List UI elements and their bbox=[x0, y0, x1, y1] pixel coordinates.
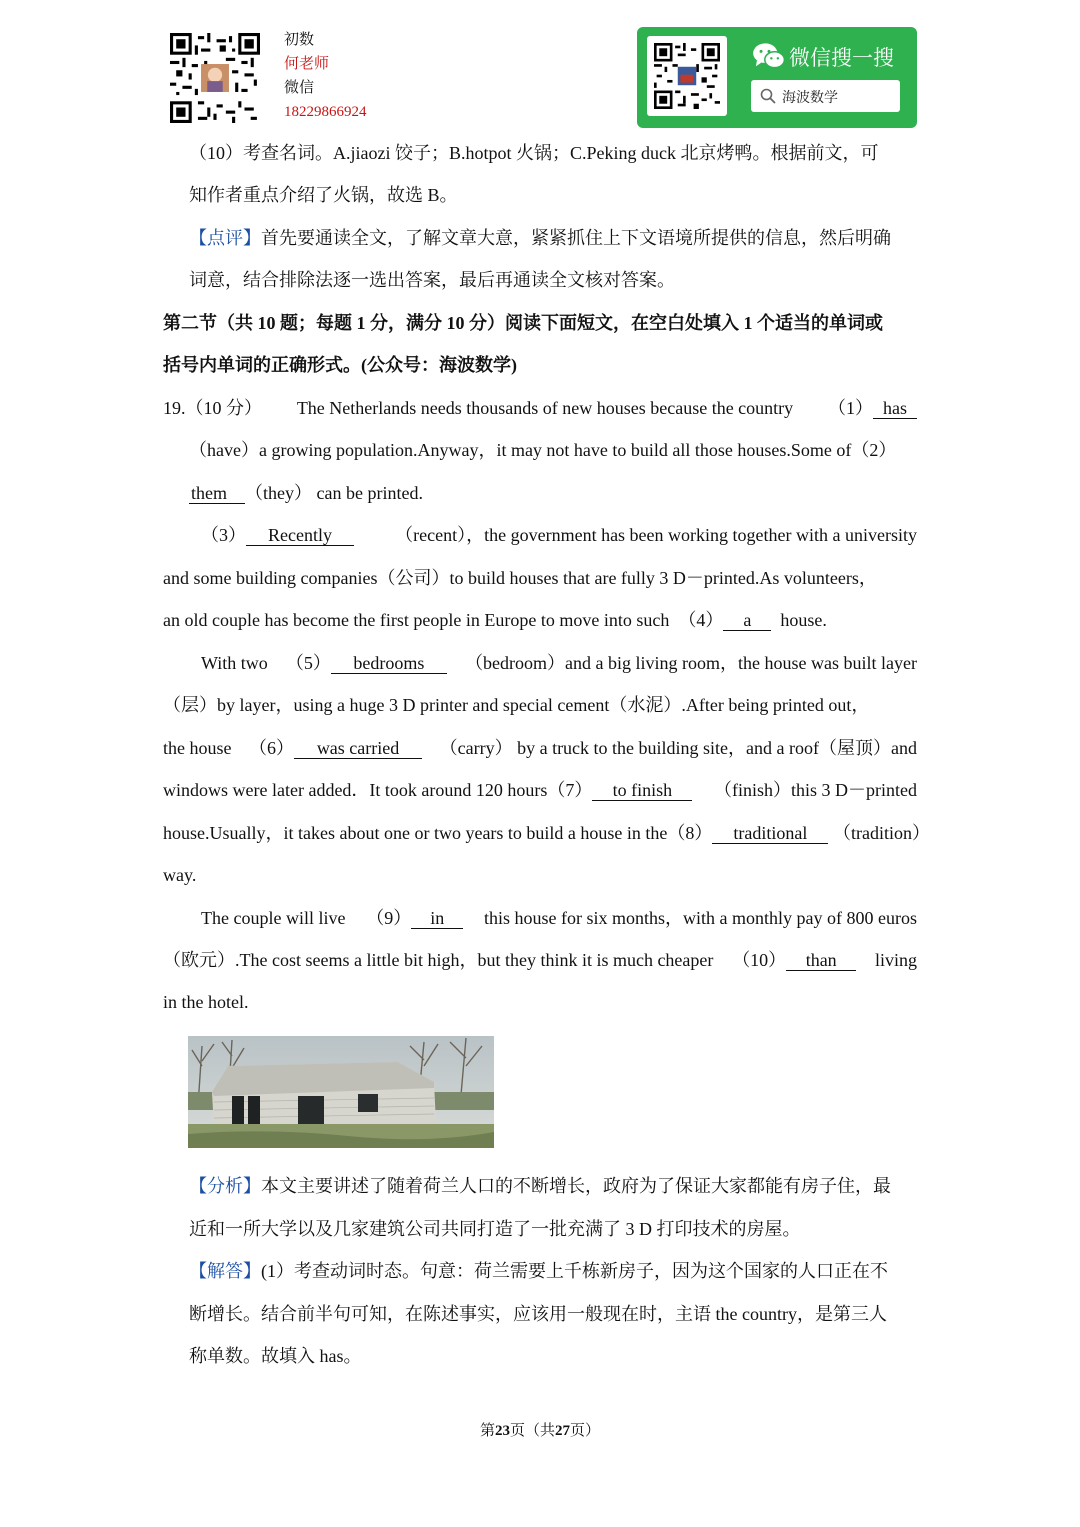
passage-text: （recent），the government has been working together with a university bbox=[395, 525, 917, 545]
total-page-number: 27 bbox=[555, 1423, 570, 1439]
passage-text: this house for six months，with a monthly pay of 800 euros bbox=[484, 908, 917, 928]
solution-line-1 bbox=[189, 1259, 888, 1283]
current-page-number: 23 bbox=[494, 1423, 510, 1439]
passage-line-7 bbox=[201, 651, 917, 675]
passage-line-11 bbox=[163, 821, 930, 845]
answer-blank-5: bedrooms bbox=[331, 653, 447, 674]
footer-prefix: 第 bbox=[479, 1423, 495, 1439]
solution-text-1: (1）考查动词时态。句意：荷兰需要上千栋新房子，因为这个国家的人口正在不 bbox=[261, 1261, 888, 1281]
footer-mid: 页（共 bbox=[509, 1423, 555, 1439]
solution-line-3: 称单数。故填入 has。 bbox=[189, 1346, 362, 1366]
passage-text: （carry） by a truck to the building site，and a roof（屋顶）and bbox=[439, 738, 917, 758]
passage-line-13 bbox=[201, 906, 917, 930]
comment-line-1 bbox=[189, 226, 891, 250]
wechat-search-text: 海波数学 bbox=[782, 90, 838, 106]
passage-line-14 bbox=[163, 948, 917, 972]
analysis-text-1: 本文主要讲述了随着荷兰人口的不断增长，政府为了保证大家都能有房子住，最 bbox=[261, 1176, 891, 1196]
passage-text: With two bbox=[201, 653, 268, 673]
passage-line-10 bbox=[163, 778, 917, 802]
section-instruction-2: 括号内单词的正确形式。(公众号：海波数学) bbox=[163, 355, 517, 375]
teacher-contact bbox=[284, 28, 367, 124]
wechat-search-box[interactable] bbox=[751, 80, 900, 112]
blank-number-3: （3） bbox=[201, 525, 246, 545]
passage-line-5 bbox=[163, 566, 917, 590]
wechat-search-card[interactable] bbox=[637, 27, 917, 128]
passage-text: house. bbox=[780, 610, 827, 630]
analysis-line-2: 近和一所大学以及几家建筑公司共同打造了一批充满了 3 D 打印技术的房屋。 bbox=[189, 1219, 801, 1239]
solution-line-2: 断增长。结合前半句可知，在陈述事实，应该用一般现在时，主语 the country，是第三人 bbox=[189, 1304, 887, 1324]
passage-line-3 bbox=[189, 481, 423, 505]
blank-number-10: （10） bbox=[732, 950, 787, 970]
passage-text: （bedroom）and a big living room，the house was built layer bbox=[465, 653, 917, 673]
blank-number-9: （9） bbox=[366, 908, 412, 928]
prev-answer-line-2: 知作者重点介绍了火锅，故选 B。 bbox=[189, 185, 458, 205]
passage-text: （层）by layer，using a huge 3 D printer and special cement（水泥）.After being printed out， bbox=[163, 695, 870, 715]
printed-house-photo bbox=[188, 1036, 494, 1148]
passage-line-15: in the hotel. bbox=[163, 992, 249, 1012]
answer-blank-1: has bbox=[873, 398, 917, 419]
answer-blank-9: in bbox=[411, 908, 463, 929]
comment-line-2: 词意，结合排除法逐一选出答案，最后再通读全文核对答案。 bbox=[189, 270, 675, 290]
passage-text: The Netherlands needs thousands of new houses because the country bbox=[296, 398, 794, 418]
wechat-qr-frame bbox=[647, 36, 727, 116]
passage-line-2: （have）a growing population.Anyway，it may not have to build all those houses.Some of（2） bbox=[189, 440, 897, 460]
passage-text: windows were later added．It took around 120 hours（7） bbox=[163, 780, 593, 800]
answer-blank-3: Recently bbox=[246, 525, 354, 546]
answer-blank-10: than bbox=[786, 950, 856, 971]
question-number: 19.（10 分） bbox=[163, 398, 262, 418]
answer-blank-8: traditional bbox=[712, 823, 828, 844]
passage-text: an old couple has become the first people in Europe to move into such bbox=[163, 610, 670, 630]
analysis-line-1 bbox=[189, 1174, 891, 1198]
analysis-tag: 【分析】 bbox=[189, 1176, 261, 1196]
answer-blank-6: was carried bbox=[294, 738, 422, 759]
passage-text: the house bbox=[163, 738, 232, 758]
qr-code-icon bbox=[170, 33, 260, 123]
teacher-phone: 18229866924 bbox=[284, 104, 367, 120]
teacher-subject: 初数 bbox=[284, 32, 315, 48]
answer-blank-7: to finish bbox=[592, 780, 692, 801]
passage-line-8 bbox=[163, 693, 917, 717]
passage-line-4 bbox=[201, 523, 917, 547]
passage-text: house.Usually，it takes about one or two years to build a house in the（8） bbox=[163, 823, 713, 843]
teacher-wechat-label: 微信 bbox=[284, 80, 315, 96]
passage-text: living bbox=[874, 950, 917, 970]
answer-blank-4: a bbox=[723, 610, 771, 631]
wechat-search-title: 微信搜一搜 bbox=[789, 46, 894, 70]
page-footer bbox=[0, 1419, 1080, 1440]
blank-number-1: （1） bbox=[827, 398, 873, 418]
answer-blank-2: them bbox=[189, 483, 245, 504]
blank-number-4: （4） bbox=[678, 610, 724, 630]
comment-tag: 【点评】 bbox=[189, 228, 261, 248]
blank-number-6: （6） bbox=[249, 738, 295, 758]
passage-line-9 bbox=[163, 736, 917, 760]
section-instruction-1: 第二节（共 10 题；每题 1 分，满分 10 分）阅读下面短文，在空白处填入 1 个适当的单词或 bbox=[163, 313, 883, 333]
passage-line-6 bbox=[163, 608, 827, 632]
passage-text: （finish）this 3 D－printed bbox=[714, 780, 917, 800]
passage-text: The couple will live bbox=[201, 908, 346, 928]
passage-line-12: way. bbox=[163, 865, 197, 885]
blank-number-5: （5） bbox=[285, 653, 331, 673]
passage-line-1 bbox=[163, 396, 917, 420]
footer-suffix: 页） bbox=[570, 1423, 601, 1439]
teacher-name: 何老师 bbox=[284, 56, 330, 72]
passage-text: and some building companies（公司）to build houses that are fully 3 D－printed.As volunteers， bbox=[163, 568, 877, 588]
prev-answer-line-1: （10）考查名词。A.jiaozi 饺子；B.hotpot 火锅；C.Peking duck 北京烤鸭。根据前文，可 bbox=[189, 143, 879, 163]
wechat-qr-icon bbox=[654, 43, 720, 109]
passage-text: （they） can be printed. bbox=[245, 483, 423, 503]
comment-text-1: 首先要通读全文，了解文章大意，紧紧抓住上下文语境所提供的信息，然后明确 bbox=[261, 228, 891, 248]
wechat-logo-icon bbox=[752, 42, 786, 70]
passage-text: （欧元）.The cost seems a little bit high，but they think it is much cheaper bbox=[163, 950, 714, 970]
search-icon bbox=[760, 88, 776, 104]
solution-tag: 【解答】 bbox=[189, 1261, 261, 1281]
passage-text: （tradition） bbox=[833, 823, 930, 843]
